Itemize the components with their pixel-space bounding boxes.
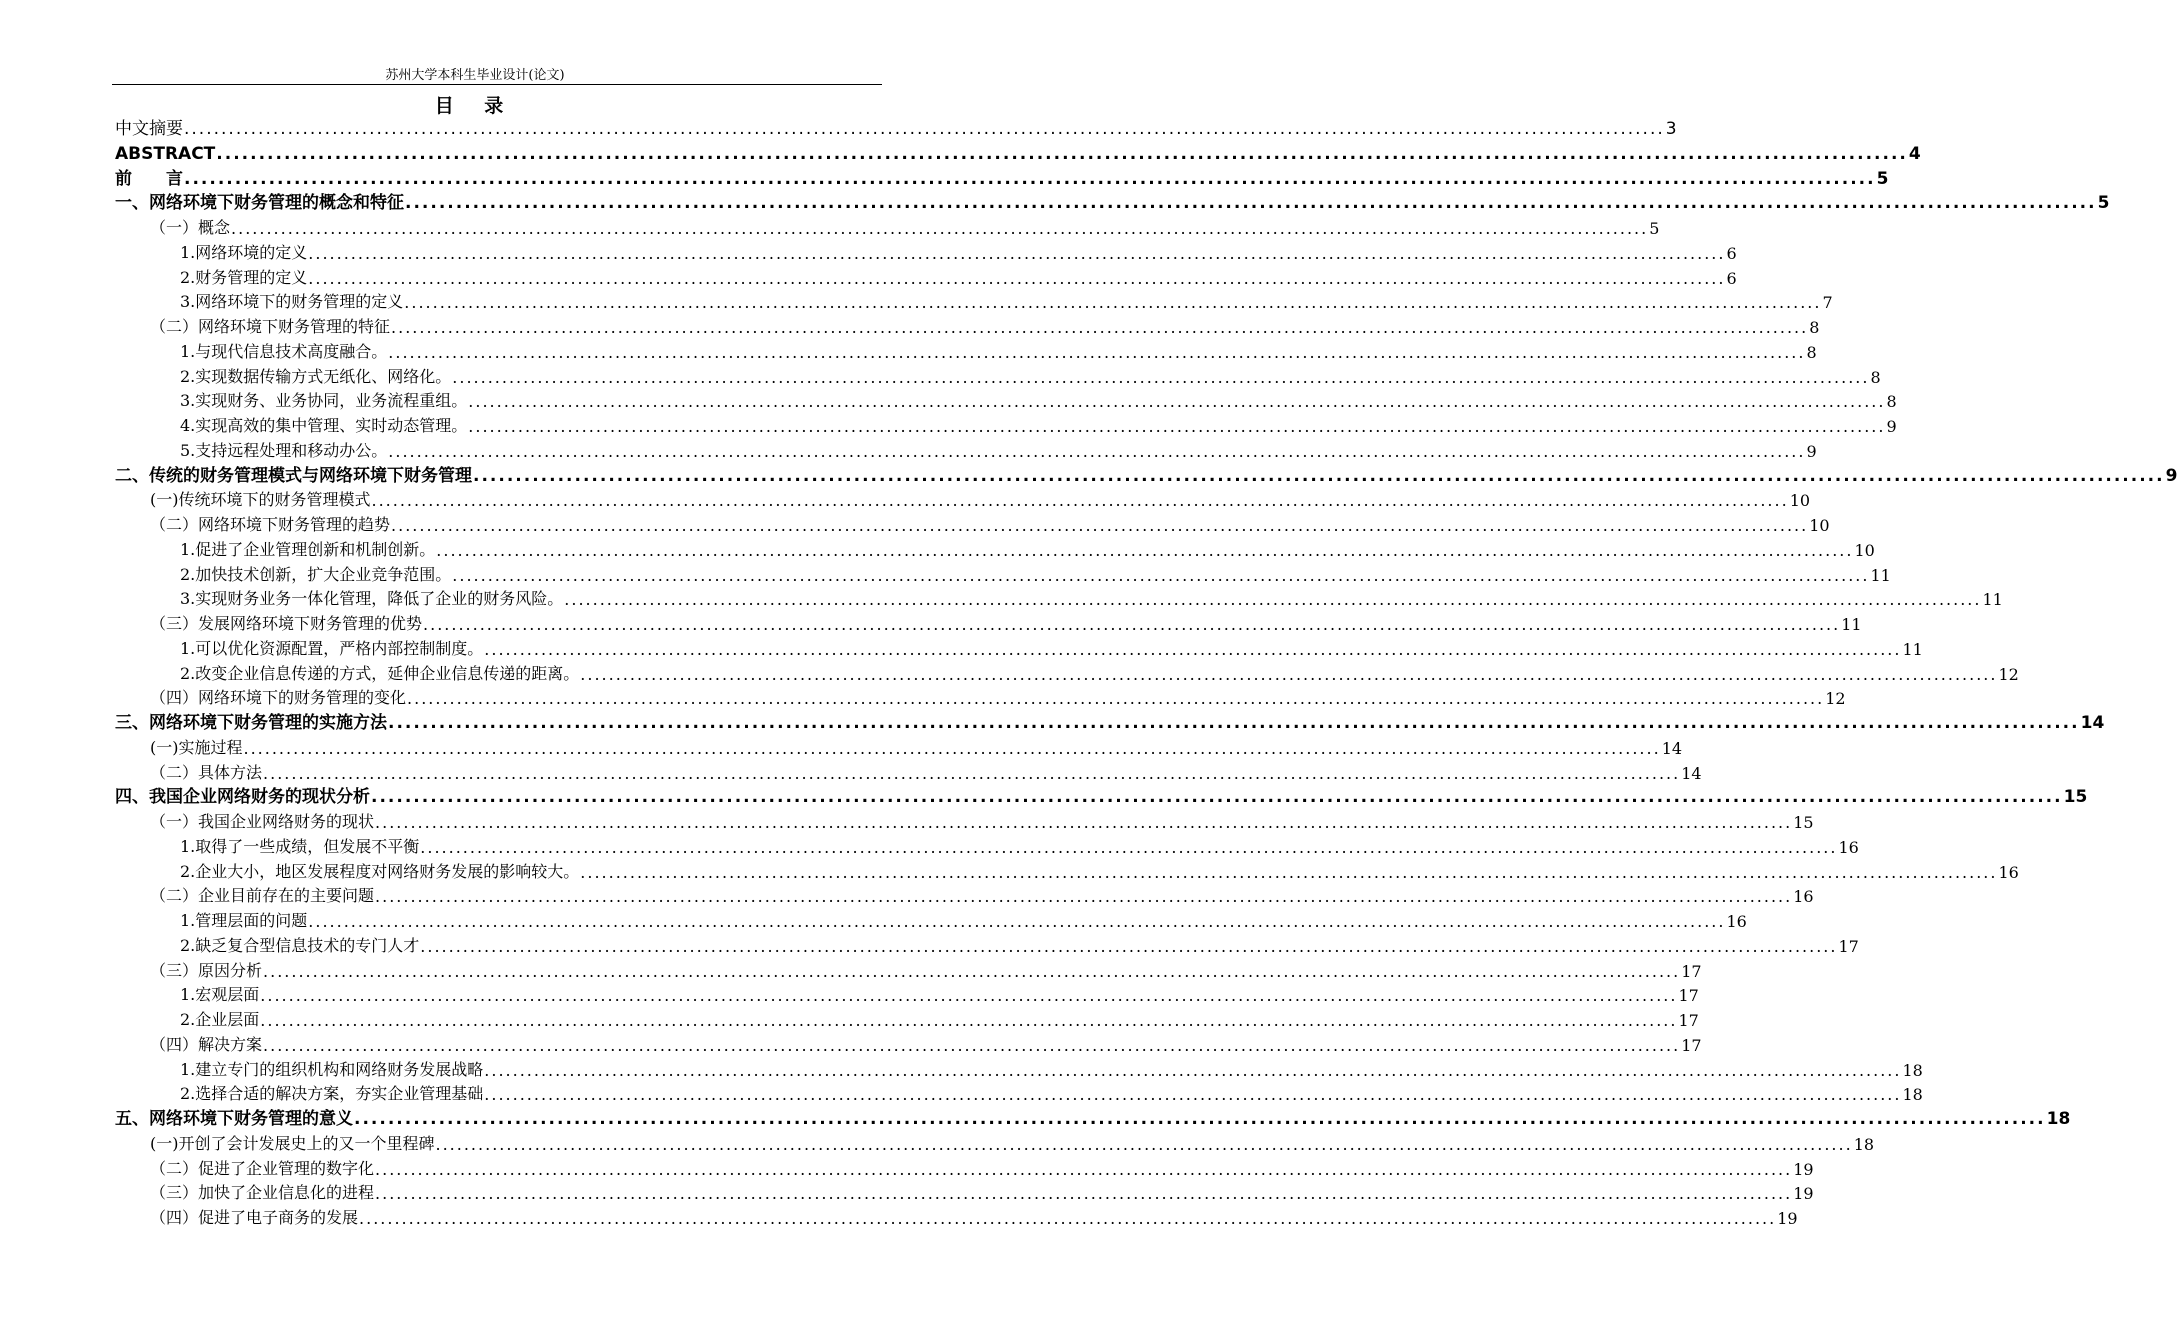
- toc-page-number: 8: [1809, 318, 1820, 337]
- toc-entry-label: （四）网络环境下的财务管理的变化: [150, 688, 407, 708]
- toc-dot-leader: ........................................................................................................................................................................................................: [216, 143, 1908, 164]
- toc-entry[interactable]: [115, 1105, 2071, 1129]
- toc-dot-leader: ........................................................................................................................................................................................................: [580, 664, 1998, 684]
- toc-dot-leader: ........................................................................................................................................................................................................: [371, 491, 1789, 511]
- toc-entry-label: 2.选择合适的解决方案，夯实企业管理基础: [180, 1084, 484, 1104]
- toc-dot-leader: ........................................................................................................................................................................................................: [484, 1060, 1902, 1080]
- toc-page-number: 18: [1902, 1060, 1923, 1080]
- toc-entry-label: (一)开创了会计发展史上的又一个里程碑: [150, 1133, 435, 1153]
- toc-entry-label: 5.支持远程处理和移动办公。: [180, 440, 388, 460]
- toc-dot-leader: ........................................................................................................................................................................................................: [388, 441, 1806, 461]
- toc-entry[interactable]: [180, 907, 1747, 931]
- toc-entry[interactable]: [180, 412, 1897, 436]
- running-header: 苏州大学本科生毕业设计(论文): [385, 68, 565, 83]
- toc-entry-label: 1.宏观层面: [180, 985, 260, 1005]
- toc-dot-leader: ........................................................................................................................................................................................................: [423, 615, 1841, 634]
- toc-entry[interactable]: [150, 957, 1702, 981]
- toc-page-number: 10: [1854, 540, 1875, 560]
- toc-page-number: 10: [1809, 516, 1830, 535]
- toc-entry[interactable]: [150, 511, 1830, 535]
- toc-entry-label: 三、网络环境下财务管理的实施方法: [115, 713, 387, 733]
- toc-entry[interactable]: [180, 635, 1923, 659]
- toc-page-number: 9: [1806, 441, 1817, 461]
- toc-dot-leader: ........................................................................................................................................................................................................: [407, 689, 1825, 709]
- toc-page-number: 17: [1681, 961, 1702, 981]
- toc-entry-label: 一、网络环境下财务管理的概念和特征: [115, 193, 404, 214]
- toc-dot-leader: ........................................................................................................................................................................................................: [375, 813, 1793, 832]
- toc-entry[interactable]: [180, 536, 1875, 560]
- toc-page-number: 5: [1876, 168, 1889, 189]
- toc-page-number: 3: [1665, 119, 1677, 139]
- toc-page-number: 10: [1789, 491, 1811, 511]
- toc-entry-label: （三）原因分析: [150, 960, 263, 980]
- toc-page-number: 16: [1726, 912, 1747, 931]
- toc-dot-leader: ........................................................................................................................................................................................................: [375, 1159, 1793, 1179]
- toc-entry[interactable]: [180, 585, 2003, 610]
- toc-page-number: 4: [1908, 143, 1921, 164]
- toc-page-number: 17: [1678, 1011, 1699, 1030]
- toc-entry-label: 3.实现财务业务一体化管理，降低了企业的财务风险。: [180, 589, 564, 609]
- toc-entry-label: 2.企业层面: [180, 1010, 260, 1029]
- toc-dot-leader: ........................................................................................................................................................................................................: [263, 961, 1681, 981]
- toc-page-number: 11: [1902, 639, 1923, 659]
- toc-entry-label: 3.网络环境下的财务管理的定义: [180, 292, 404, 312]
- toc-page-number: 17: [1681, 1035, 1702, 1055]
- toc-entry-label: （二）企业目前存在的主要问题: [150, 886, 375, 906]
- toc-dot-leader: ........................................................................................................................................................................................................: [435, 1134, 1853, 1154]
- toc-entry[interactable]: [115, 140, 1921, 164]
- toc-page-number: 14: [1661, 738, 1683, 758]
- toc-entry-label: 2.缺乏复合型信息技术的专门人才: [180, 935, 420, 955]
- toc-entry-label: 二、传统的财务管理模式与网络环境下财务管理: [115, 465, 472, 486]
- toc-page-number: 12: [1998, 664, 2019, 684]
- toc-entry[interactable]: [180, 338, 1817, 362]
- toc-entry-label: 4.实现高效的集中管理、实时动态管理。: [180, 416, 468, 435]
- toc-page-number: 17: [1678, 986, 1699, 1006]
- toc-entry-label: (一)实施过程: [150, 737, 243, 757]
- toc-dot-leader: ........................................................................................................................................................................................................: [260, 1011, 1678, 1030]
- toc-entry[interactable]: [150, 808, 1814, 832]
- toc-page-number: 19: [1777, 1209, 1798, 1228]
- toc-entry-label: （二）网络环境下财务管理的趋势: [150, 515, 391, 534]
- toc-dot-leader: ........................................................................................................................................................................................................: [243, 738, 1661, 758]
- toc-dot-leader: ........................................................................................................................................................................................................: [354, 1109, 2046, 1129]
- toc-entry-label: 2.企业大小，地区发展程度对网络财务发展的影响较大。: [180, 861, 580, 881]
- toc-entry[interactable]: [180, 363, 1881, 387]
- toc-page-number: 9: [1886, 417, 1897, 436]
- toc-dot-leader: ........................................................................................................................................................................................................: [420, 936, 1838, 956]
- toc-page-number: 18: [1902, 1085, 1923, 1105]
- toc-entry-label: 2.加快技术创新，扩大企业竞争范围。: [180, 564, 452, 584]
- toc-dot-leader: ........................................................................................................................................................................................................: [484, 639, 1902, 659]
- toc-entry[interactable]: [115, 165, 1889, 189]
- toc-page-number: 7: [1822, 293, 1833, 313]
- toc-dot-leader: ........................................................................................................................................................................................................: [452, 367, 1870, 387]
- toc-page-number: 6: [1726, 268, 1737, 288]
- toc-dot-leader: ........................................................................................................................................................................................................: [391, 516, 1809, 535]
- toc-dot-leader: ........................................................................................................................................................................................................: [388, 342, 1806, 362]
- toc-entry-label: 四、我国企业网络财务的现状分析: [115, 787, 370, 808]
- toc-dot-leader: ........................................................................................................................................................................................................: [263, 1035, 1681, 1055]
- toc-entry[interactable]: [180, 858, 2019, 882]
- toc-entry-label: （二）具体方法: [150, 762, 263, 782]
- toc-page-number: 18: [1853, 1134, 1875, 1154]
- toc-entry[interactable]: [150, 882, 1814, 907]
- toc-dot-leader: ........................................................................................................................................................................................................: [452, 565, 1870, 585]
- toc-page-number: 18: [2046, 1109, 2071, 1129]
- toc-entry[interactable]: [150, 684, 1846, 709]
- toc-page-number: 12: [1825, 689, 1846, 709]
- toc-dot-leader: ........................................................................................................................................................................................................: [388, 713, 2080, 733]
- toc-entry-label: （四）解决方案: [150, 1034, 263, 1054]
- toc-entry[interactable]: [150, 1031, 1702, 1055]
- toc-entry-label: 中文摘要: [115, 119, 183, 139]
- toc-page-number: 8: [1870, 367, 1881, 387]
- toc-entry-label: 1.管理层面的问题: [180, 911, 308, 930]
- toc-page-number: 14: [2080, 713, 2105, 733]
- toc-entry[interactable]: [180, 561, 1891, 585]
- toc-entry[interactable]: [150, 1155, 1814, 1179]
- toc-entry-label: （三）加快了企业信息化的进程: [150, 1183, 375, 1203]
- toc-dot-leader: ........................................................................................................................................................................................................: [359, 1209, 1777, 1228]
- toc-dot-leader: ........................................................................................................................................................................................................: [308, 268, 1726, 288]
- toc-dot-leader: ........................................................................................................................................................................................................: [484, 1085, 1902, 1105]
- toc-page-number: 11: [1982, 590, 2003, 610]
- toc-entry-label: 1.取得了一些成绩，但发展不平衡: [180, 836, 420, 856]
- toc-page-number: 16: [1998, 862, 2019, 882]
- toc-entry[interactable]: [180, 1080, 1923, 1105]
- toc-entry-label: （二）网络环境下财务管理的特征: [150, 317, 391, 336]
- toc-entry[interactable]: [115, 462, 2177, 486]
- toc-entry-label: 1.促进了企业管理创新和机制创新。: [180, 539, 436, 559]
- toc-page-number: 9: [2165, 465, 2177, 486]
- toc-page-number: 16: [1838, 837, 1859, 857]
- toc-page-number: 17: [1838, 936, 1859, 956]
- toc-page-number: 5: [2097, 193, 2110, 214]
- toc-entry[interactable]: [180, 288, 1833, 313]
- toc-dot-leader: ........................................................................................................................................................................................................: [184, 168, 1876, 189]
- toc-page-number: 16: [1793, 887, 1814, 907]
- toc-dot-leader: ........................................................................................................................................................................................................: [263, 763, 1681, 783]
- toc-entry-label: 1.网络环境的定义: [180, 242, 308, 262]
- toc-dot-leader: ........................................................................................................................................................................................................: [375, 1184, 1793, 1204]
- toc-entry[interactable]: [180, 660, 2019, 684]
- toc-entry[interactable]: [150, 1204, 1798, 1228]
- toc-page-number: 19: [1793, 1184, 1814, 1204]
- toc-dot-leader: ........................................................................................................................................................................................................: [473, 465, 2165, 486]
- toc-entry-label: (一)传统环境下的财务管理模式: [150, 490, 371, 510]
- toc-title: 目 录: [434, 95, 516, 117]
- toc-entry[interactable]: [180, 833, 1859, 857]
- toc-dot-leader: ........................................................................................................................................................................................................: [308, 243, 1726, 263]
- toc-page-number: 19: [1793, 1159, 1814, 1179]
- toc-entry-label: （一）概念: [150, 218, 231, 237]
- toc-entry-label: ABSTRACT: [115, 143, 216, 164]
- toc-dot-leader: ........................................................................................................................................................................................................: [468, 417, 1886, 436]
- toc-dot-leader: ........................................................................................................................................................................................................: [371, 787, 2063, 808]
- toc-page-number: 11: [1841, 615, 1862, 634]
- toc-entry[interactable]: [180, 437, 1817, 461]
- toc-entry-label: （四）促进了电子商务的发展: [150, 1208, 359, 1227]
- toc-entry[interactable]: [150, 734, 1683, 758]
- toc-dot-leader: ........................................................................................................................................................................................................: [404, 293, 1822, 313]
- toc-dot-leader: ........................................................................................................................................................................................................: [260, 986, 1678, 1006]
- toc-entry[interactable]: [180, 387, 1897, 412]
- toc-entry[interactable]: [115, 189, 2110, 214]
- toc-page-number: 14: [1681, 763, 1702, 783]
- toc-entry-label: 1.建立专门的组织机构和网络财务发展战略: [180, 1059, 484, 1079]
- toc-page-number: 8: [1806, 342, 1817, 362]
- toc-entry[interactable]: [150, 1179, 1814, 1204]
- toc-entry[interactable]: [180, 264, 1737, 288]
- toc-dot-leader: ........................................................................................................................................................................................................: [420, 837, 1838, 857]
- toc-dot-leader: ........................................................................................................................................................................................................: [231, 219, 1649, 238]
- toc-entry-label: （二）促进了企业管理的数字化: [150, 1158, 375, 1178]
- toc-dot-leader: ........................................................................................................................................................................................................: [375, 887, 1793, 907]
- header-rule: [112, 84, 882, 85]
- toc-entry[interactable]: [150, 759, 1702, 783]
- toc-entry[interactable]: [150, 610, 1862, 634]
- toc-dot-leader: ........................................................................................................................................................................................................: [564, 590, 1982, 610]
- toc-page-number: 15: [1793, 813, 1814, 832]
- toc-entry[interactable]: [180, 1056, 1923, 1080]
- toc-dot-leader: ........................................................................................................................................................................................................: [308, 912, 1726, 931]
- toc-page-number: 5: [1649, 219, 1660, 238]
- toc-page-number: 8: [1886, 392, 1897, 412]
- toc-entry-label: （一）我国企业网络财务的现状: [150, 812, 375, 831]
- toc-entry[interactable]: [115, 783, 2088, 808]
- toc-entry-label: 五、网络环境下财务管理的意义: [115, 1109, 353, 1129]
- toc-entry[interactable]: [150, 214, 1660, 238]
- toc-entry[interactable]: [180, 932, 1859, 956]
- toc-entry[interactable]: [150, 1130, 1875, 1154]
- toc-entry[interactable]: [180, 1006, 1699, 1030]
- toc-entry[interactable]: [150, 486, 1811, 511]
- toc-entry[interactable]: [115, 115, 1677, 139]
- toc-entry-label: 2.财务管理的定义: [180, 267, 308, 287]
- toc-entry-label: 1.与现代信息技术高度融合。: [180, 341, 388, 361]
- toc-dot-leader: ........................................................................................................................................................................................................: [436, 540, 1854, 560]
- toc-entry-label: （三）发展网络环境下财务管理的优势: [150, 614, 423, 633]
- toc-dot-leader: ........................................................................................................................................................................................................: [468, 392, 1886, 412]
- toc-dot-leader: ........................................................................................................................................................................................................: [405, 193, 2097, 214]
- toc-entry-label: 2.实现数据传输方式无纸化、网络化。: [180, 366, 452, 386]
- toc-entry[interactable]: [180, 239, 1737, 263]
- toc-dot-leader: ........................................................................................................................................................................................................: [580, 862, 1998, 882]
- toc-dot-leader: ........................................................................................................................................................................................................: [184, 119, 1665, 139]
- toc-entry-label: 2.改变企业信息传递的方式，延伸企业信息传递的距离。: [180, 663, 580, 683]
- toc-page-number: 6: [1726, 243, 1737, 263]
- toc-entry-label: 前 言: [115, 168, 183, 189]
- toc-page-number: 15: [2063, 787, 2088, 808]
- toc-entry-label: 1.可以优化资源配置，严格内部控制制度。: [180, 638, 484, 658]
- toc-page-number: 11: [1870, 565, 1891, 585]
- toc-entry-label: 3.实现财务、业务协同，业务流程重组。: [180, 391, 468, 411]
- toc-dot-leader: ........................................................................................................................................................................................................: [391, 318, 1809, 337]
- toc-entry[interactable]: [115, 709, 2105, 733]
- toc-entry[interactable]: [180, 981, 1699, 1006]
- toc-entry[interactable]: [150, 313, 1820, 337]
